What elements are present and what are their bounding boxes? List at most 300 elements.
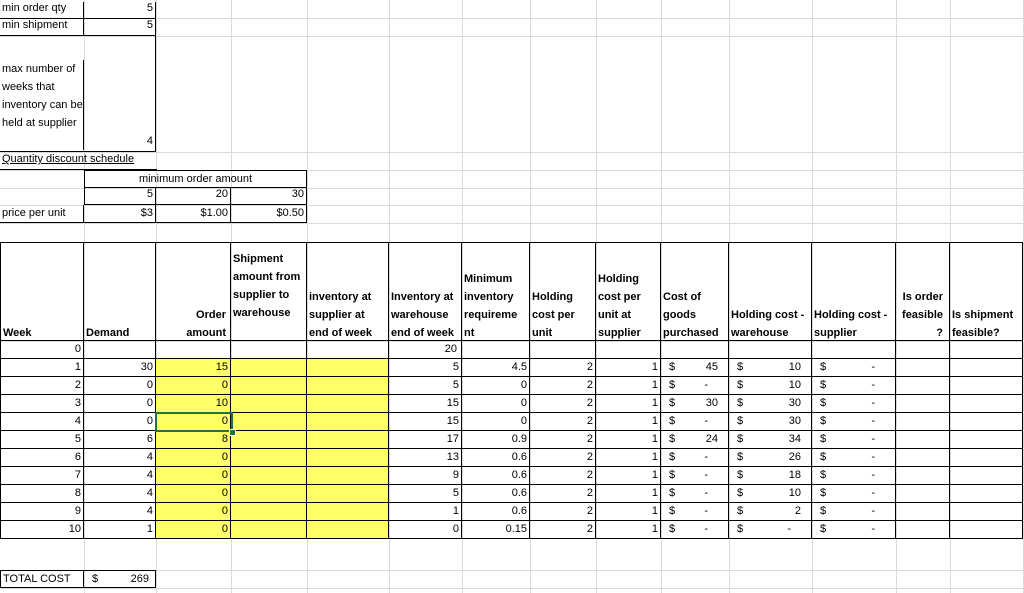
table-cell[interactable] bbox=[896, 467, 950, 485]
cell-value: - bbox=[871, 469, 875, 481]
cell-value: 0.9 bbox=[511, 433, 527, 445]
table-cell[interactable] bbox=[950, 359, 1023, 377]
header-inv-supplier: inventory at supplier at end of week bbox=[309, 291, 372, 339]
table-cell[interactable] bbox=[462, 503, 530, 521]
cell-value: 2 bbox=[586, 505, 593, 517]
min-order-qty-label[interactable]: min order qty bbox=[0, 2, 84, 19]
table-cell[interactable] bbox=[661, 503, 729, 521]
table-cell[interactable] bbox=[389, 485, 462, 503]
cell-value: 6 bbox=[74, 451, 81, 463]
table-cell[interactable] bbox=[729, 359, 812, 377]
tier-2-min[interactable]: 20 bbox=[156, 188, 231, 205]
table-cell[interactable] bbox=[231, 431, 307, 449]
cell-value: - bbox=[787, 523, 791, 535]
header-week-cell[interactable] bbox=[0, 242, 84, 341]
price-per-unit-label[interactable]: price per unit bbox=[0, 205, 84, 223]
table-cell[interactable] bbox=[896, 413, 950, 431]
table-cell[interactable] bbox=[156, 377, 231, 395]
table-cell[interactable] bbox=[596, 467, 661, 485]
table-cell[interactable] bbox=[530, 413, 596, 431]
table-cell[interactable] bbox=[896, 449, 950, 467]
table-cell[interactable] bbox=[389, 521, 462, 539]
cell-value: 4 bbox=[146, 505, 153, 517]
table-cell[interactable] bbox=[84, 521, 156, 539]
cell-value: 1 bbox=[146, 523, 153, 535]
cell-value: 8 bbox=[74, 487, 81, 499]
table-cell[interactable] bbox=[231, 503, 307, 521]
table-cell[interactable] bbox=[307, 341, 389, 359]
table-cell[interactable] bbox=[729, 449, 812, 467]
currency-symbol: $ bbox=[737, 433, 744, 445]
cell-value: - bbox=[871, 415, 875, 427]
table-cell[interactable] bbox=[156, 521, 231, 539]
table-cell[interactable] bbox=[389, 449, 462, 467]
header-demand: Demand bbox=[86, 327, 130, 339]
table-cell[interactable] bbox=[661, 521, 729, 539]
table-cell[interactable] bbox=[231, 449, 307, 467]
gridline bbox=[0, 223, 1024, 224]
table-cell[interactable] bbox=[156, 467, 231, 485]
table-cell[interactable] bbox=[84, 359, 156, 377]
min-shipment-value[interactable]: 5 bbox=[84, 19, 156, 36]
table-cell[interactable] bbox=[596, 485, 661, 503]
active-cell-selection[interactable] bbox=[155, 412, 233, 432]
header-hold-cost-wh: Holding cost - warehouse bbox=[731, 309, 805, 339]
header-hold-cost-sup: Holding cost - supplier bbox=[814, 309, 888, 339]
cell-value: 1 bbox=[651, 415, 658, 427]
currency-symbol: $ bbox=[737, 361, 744, 373]
tier-3-min[interactable]: 30 bbox=[231, 188, 307, 205]
total-label[interactable]: TOTAL COST bbox=[0, 570, 84, 588]
cell-value: 18 bbox=[788, 469, 801, 481]
gridline bbox=[0, 588, 1024, 589]
table-cell[interactable] bbox=[84, 431, 156, 449]
table-cell[interactable] bbox=[729, 431, 812, 449]
table-cell[interactable] bbox=[950, 413, 1023, 431]
currency-symbol: $ bbox=[737, 487, 744, 499]
table-cell[interactable] bbox=[156, 341, 231, 359]
table-cell[interactable] bbox=[530, 503, 596, 521]
cell-value: 10 bbox=[788, 361, 801, 373]
table-cell[interactable] bbox=[231, 413, 307, 431]
table-cell[interactable] bbox=[661, 413, 729, 431]
max-weeks-label[interactable]: max number of weeks that inventory can be held at supplier bbox=[0, 60, 84, 150]
table-cell[interactable] bbox=[596, 359, 661, 377]
cell-value: 26 bbox=[788, 451, 801, 463]
cell-value: 0 bbox=[520, 379, 527, 391]
table-cell[interactable] bbox=[812, 485, 896, 503]
cell-value: - bbox=[871, 361, 875, 373]
table-cell[interactable] bbox=[530, 449, 596, 467]
cell-value: 4.5 bbox=[511, 361, 527, 373]
header-ship-feasible-cell[interactable] bbox=[950, 242, 1023, 341]
total-value-cell[interactable] bbox=[84, 570, 156, 588]
cell-value: - bbox=[704, 523, 708, 535]
cell-value: 2 bbox=[586, 487, 593, 499]
table-cell[interactable] bbox=[729, 395, 812, 413]
table-cell[interactable] bbox=[896, 485, 950, 503]
table-cell[interactable] bbox=[596, 521, 661, 539]
cell-value: 2 bbox=[586, 433, 593, 445]
table-cell[interactable] bbox=[812, 395, 896, 413]
cell-value: 1 bbox=[651, 379, 658, 391]
table-cell[interactable] bbox=[812, 377, 896, 395]
table-cell[interactable] bbox=[307, 485, 389, 503]
table-cell[interactable] bbox=[530, 467, 596, 485]
table-cell[interactable] bbox=[596, 449, 661, 467]
table-cell[interactable] bbox=[896, 341, 950, 359]
currency-symbol: $ bbox=[820, 415, 827, 427]
cell-value: - bbox=[871, 451, 875, 463]
tier-1-price[interactable]: $3 bbox=[84, 205, 156, 223]
table-cell[interactable] bbox=[231, 485, 307, 503]
header-min-inv-cell[interactable] bbox=[462, 242, 530, 341]
table-cell[interactable] bbox=[729, 521, 812, 539]
header-week: Week bbox=[3, 327, 32, 339]
cell-value: 10 bbox=[788, 379, 801, 391]
week-value: 0 bbox=[74, 343, 81, 355]
cell-value: 9 bbox=[74, 505, 81, 517]
table-cell[interactable] bbox=[950, 431, 1023, 449]
table-cell[interactable] bbox=[896, 377, 950, 395]
table-cell[interactable] bbox=[950, 449, 1023, 467]
table-cell[interactable] bbox=[596, 503, 661, 521]
table-cell[interactable] bbox=[950, 467, 1023, 485]
table-cell[interactable] bbox=[389, 395, 462, 413]
header-hold-cost-supplier-unit: Holding cost per unit at supplier bbox=[598, 273, 641, 339]
table-cell[interactable] bbox=[812, 341, 896, 359]
table-cell[interactable] bbox=[729, 485, 812, 503]
cell-value: 30 bbox=[788, 397, 801, 409]
table-cell[interactable] bbox=[462, 467, 530, 485]
header-order-cell[interactable] bbox=[156, 242, 231, 341]
table-cell[interactable] bbox=[0, 503, 84, 521]
table-cell[interactable] bbox=[0, 431, 84, 449]
currency-symbol: $ bbox=[669, 361, 676, 373]
tier-1-min[interactable]: 5 bbox=[84, 188, 156, 205]
cell-value: 0 bbox=[452, 523, 459, 535]
table-cell[interactable] bbox=[156, 485, 231, 503]
table-cell[interactable] bbox=[596, 377, 661, 395]
currency-symbol: $ bbox=[737, 397, 744, 409]
cell-value: 2 bbox=[586, 523, 593, 535]
table-cell[interactable] bbox=[950, 521, 1023, 539]
table-cell[interactable] bbox=[389, 431, 462, 449]
table-cell[interactable] bbox=[231, 395, 307, 413]
table-cell[interactable] bbox=[661, 395, 729, 413]
cell-value: - bbox=[871, 505, 875, 517]
cell-value: 17 bbox=[446, 433, 459, 445]
table-cell[interactable] bbox=[84, 467, 156, 485]
currency-symbol: $ bbox=[820, 523, 827, 535]
table-cell[interactable] bbox=[596, 395, 661, 413]
table-cell[interactable] bbox=[462, 521, 530, 539]
max-weeks-cell-bg bbox=[84, 36, 156, 135]
table-cell[interactable] bbox=[156, 359, 231, 377]
table-cell[interactable] bbox=[156, 503, 231, 521]
currency-symbol: $ bbox=[669, 451, 676, 463]
currency-symbol: $ bbox=[737, 505, 744, 517]
cell-value: - bbox=[704, 469, 708, 481]
table-cell[interactable] bbox=[231, 359, 307, 377]
table-cell[interactable] bbox=[462, 449, 530, 467]
table-cell[interactable] bbox=[812, 503, 896, 521]
header-hold-cost-unit-cell[interactable] bbox=[530, 242, 596, 341]
table-cell[interactable] bbox=[389, 503, 462, 521]
table-cell[interactable] bbox=[231, 377, 307, 395]
table-cell[interactable] bbox=[84, 449, 156, 467]
header-inv-supplier-cell[interactable] bbox=[307, 242, 389, 341]
tier-2-price[interactable]: $1.00 bbox=[156, 205, 231, 223]
cell-value: 2 bbox=[586, 361, 593, 373]
cell-value: 1 bbox=[74, 361, 81, 373]
table-cell[interactable] bbox=[661, 359, 729, 377]
header-hold-cost-sup-cell[interactable] bbox=[812, 242, 896, 341]
header-shipment[interactable]: Shipment amount from supplier to warehouse bbox=[231, 242, 307, 341]
table-cell[interactable] bbox=[389, 341, 462, 359]
table-cell[interactable] bbox=[896, 359, 950, 377]
cell-value: - bbox=[871, 397, 875, 409]
table-cell[interactable] bbox=[84, 341, 156, 359]
table-cell[interactable] bbox=[812, 467, 896, 485]
table-cell[interactable] bbox=[950, 395, 1023, 413]
table-cell[interactable] bbox=[462, 395, 530, 413]
cell-value: - bbox=[871, 487, 875, 499]
table-cell[interactable] bbox=[729, 467, 812, 485]
table-cell[interactable] bbox=[0, 341, 84, 359]
currency-symbol: $ bbox=[669, 433, 676, 445]
table-cell[interactable] bbox=[307, 431, 389, 449]
cell-value: 1 bbox=[452, 505, 459, 517]
table-cell[interactable] bbox=[0, 395, 84, 413]
table-cell[interactable] bbox=[389, 377, 462, 395]
cell-value: 0 bbox=[146, 379, 153, 391]
table-cell[interactable] bbox=[84, 377, 156, 395]
table-cell[interactable] bbox=[0, 449, 84, 467]
table-cell[interactable] bbox=[307, 521, 389, 539]
cell-value: 0.6 bbox=[511, 487, 527, 499]
table-cell[interactable] bbox=[307, 503, 389, 521]
cell-value: 7 bbox=[74, 469, 81, 481]
table-cell[interactable] bbox=[661, 377, 729, 395]
cell-value: 2 bbox=[74, 379, 81, 391]
table-cell[interactable] bbox=[307, 449, 389, 467]
cell-value: 1 bbox=[651, 451, 658, 463]
max-weeks-value[interactable]: 4 bbox=[84, 135, 156, 152]
table-cell[interactable] bbox=[661, 467, 729, 485]
table-cell[interactable] bbox=[661, 341, 729, 359]
table-cell[interactable] bbox=[0, 467, 84, 485]
discount-title[interactable]: Quantity discount schedule bbox=[0, 153, 157, 170]
min-shipment-label[interactable]: min shipment bbox=[0, 19, 84, 36]
table-cell[interactable] bbox=[812, 449, 896, 467]
header-inv-warehouse-cell[interactable] bbox=[389, 242, 462, 341]
table-cell[interactable] bbox=[661, 431, 729, 449]
table-cell[interactable] bbox=[231, 521, 307, 539]
cell-value: 0 bbox=[221, 469, 228, 481]
cell-value: 24 bbox=[705, 433, 718, 445]
table-cell[interactable] bbox=[812, 431, 896, 449]
header-min-inv: Minimum inventory requireme nt bbox=[464, 273, 518, 339]
cell-value: 0.6 bbox=[511, 469, 527, 481]
currency-symbol: $ bbox=[820, 361, 827, 373]
table-cell[interactable] bbox=[156, 431, 231, 449]
table-cell[interactable] bbox=[307, 467, 389, 485]
table-cell[interactable] bbox=[84, 503, 156, 521]
header-hold-cost-supplier-unit-cell[interactable] bbox=[596, 242, 661, 341]
table-cell[interactable] bbox=[530, 395, 596, 413]
table-cell[interactable] bbox=[661, 449, 729, 467]
cell-value: 15 bbox=[446, 415, 459, 427]
min-order-amount-label[interactable]: minimum order amount bbox=[84, 170, 307, 188]
max-weeks-bottom-border bbox=[0, 135, 84, 152]
table-cell[interactable] bbox=[462, 377, 530, 395]
table-cell[interactable] bbox=[530, 341, 596, 359]
cell-value: 1 bbox=[651, 361, 658, 373]
table-cell[interactable] bbox=[530, 359, 596, 377]
cell-value: 15 bbox=[446, 397, 459, 409]
table-cell[interactable] bbox=[389, 413, 462, 431]
table-cell[interactable] bbox=[950, 503, 1023, 521]
table-cell[interactable] bbox=[896, 395, 950, 413]
table-cell[interactable] bbox=[950, 341, 1023, 359]
table-cell[interactable] bbox=[596, 341, 661, 359]
cell-value: 0 bbox=[221, 415, 228, 427]
table-cell[interactable] bbox=[462, 413, 530, 431]
table-cell[interactable] bbox=[0, 485, 84, 503]
header-cost-goods-cell[interactable] bbox=[661, 242, 729, 341]
table-cell[interactable] bbox=[812, 521, 896, 539]
header-inv-warehouse: Inventory at warehouse end of week bbox=[391, 291, 454, 339]
table-cell[interactable] bbox=[0, 359, 84, 377]
table-cell[interactable] bbox=[462, 431, 530, 449]
table-cell[interactable] bbox=[729, 503, 812, 521]
cell-value: - bbox=[704, 451, 708, 463]
cell-value: 15 bbox=[215, 361, 228, 373]
cell-value: 8 bbox=[221, 433, 228, 445]
table-cell[interactable] bbox=[156, 449, 231, 467]
table-cell[interactable] bbox=[530, 485, 596, 503]
currency-symbol: $ bbox=[737, 523, 744, 535]
table-cell[interactable] bbox=[307, 413, 389, 431]
cell-value: 0 bbox=[221, 451, 228, 463]
cell-value: 34 bbox=[788, 433, 801, 445]
table-cell[interactable] bbox=[84, 413, 156, 431]
table-cell[interactable] bbox=[389, 359, 462, 377]
cell-value: - bbox=[871, 433, 875, 445]
table-cell[interactable] bbox=[812, 359, 896, 377]
header-order-feasible: Is order feasible ? bbox=[902, 291, 943, 339]
table-cell[interactable] bbox=[896, 431, 950, 449]
table-cell[interactable] bbox=[729, 413, 812, 431]
table-cell[interactable] bbox=[231, 467, 307, 485]
table-cell[interactable] bbox=[462, 341, 530, 359]
cell-value: 30 bbox=[705, 397, 718, 409]
header-hold-cost-wh-cell[interactable] bbox=[729, 242, 812, 341]
table-cell[interactable] bbox=[307, 359, 389, 377]
total-value: 269 bbox=[130, 573, 149, 585]
cell-value: 6 bbox=[146, 433, 153, 445]
table-cell[interactable] bbox=[231, 341, 307, 359]
table-cell[interactable] bbox=[661, 485, 729, 503]
cell-value: 4 bbox=[146, 451, 153, 463]
table-cell[interactable] bbox=[462, 359, 530, 377]
table-cell[interactable] bbox=[812, 413, 896, 431]
total-currency: $ bbox=[92, 573, 99, 585]
currency-symbol: $ bbox=[669, 397, 676, 409]
cell-value: 2 bbox=[586, 451, 593, 463]
table-cell[interactable] bbox=[307, 395, 389, 413]
cell-value: - bbox=[871, 523, 875, 535]
currency-symbol: $ bbox=[669, 469, 676, 481]
currency-symbol: $ bbox=[820, 451, 827, 463]
cell-value: 9 bbox=[452, 469, 459, 481]
table-cell[interactable] bbox=[729, 377, 812, 395]
currency-symbol: $ bbox=[669, 523, 676, 535]
table-cell[interactable] bbox=[84, 485, 156, 503]
cell-value: 1 bbox=[651, 433, 658, 445]
table-cell[interactable] bbox=[530, 377, 596, 395]
table-cell[interactable] bbox=[530, 521, 596, 539]
currency-symbol: $ bbox=[669, 487, 676, 499]
table-cell[interactable] bbox=[896, 521, 950, 539]
cell-value: 10 bbox=[68, 523, 81, 535]
cell-value: 1 bbox=[651, 469, 658, 481]
cell-value: 30 bbox=[788, 415, 801, 427]
cell-value: - bbox=[704, 505, 708, 517]
currency-symbol: $ bbox=[737, 379, 744, 391]
header-demand-cell[interactable] bbox=[84, 242, 156, 341]
table-cell[interactable] bbox=[307, 377, 389, 395]
cell-value: - bbox=[871, 379, 875, 391]
table-cell[interactable] bbox=[596, 431, 661, 449]
cell-value: 0.15 bbox=[505, 523, 527, 535]
cell-value: 0 bbox=[146, 415, 153, 427]
cell-value: 2 bbox=[586, 397, 593, 409]
table-cell[interactable] bbox=[389, 467, 462, 485]
currency-symbol: $ bbox=[669, 415, 676, 427]
table-cell[interactable] bbox=[596, 413, 661, 431]
table-cell[interactable] bbox=[156, 395, 231, 413]
table-cell[interactable] bbox=[462, 485, 530, 503]
table-cell[interactable] bbox=[0, 377, 84, 395]
table-cell[interactable] bbox=[0, 521, 84, 539]
table-cell[interactable] bbox=[950, 377, 1023, 395]
cell-value: 5 bbox=[452, 361, 459, 373]
cell-value: 0 bbox=[520, 397, 527, 409]
currency-symbol: $ bbox=[820, 379, 827, 391]
cell-value: 0 bbox=[221, 523, 228, 535]
currency-symbol: $ bbox=[737, 469, 744, 481]
table-cell[interactable] bbox=[84, 395, 156, 413]
cell-value: 0 bbox=[146, 397, 153, 409]
currency-symbol: $ bbox=[669, 379, 676, 391]
currency-symbol: $ bbox=[820, 433, 827, 445]
table-cell[interactable] bbox=[896, 503, 950, 521]
tier-3-price[interactable]: $0.50 bbox=[231, 205, 307, 223]
cell-value: 4 bbox=[146, 487, 153, 499]
table-cell[interactable] bbox=[950, 485, 1023, 503]
cell-value: 30 bbox=[140, 361, 153, 373]
table-cell[interactable] bbox=[0, 413, 84, 431]
header-hold-cost-unit: Holding cost per unit bbox=[532, 291, 575, 339]
header-order-feasible-cell[interactable] bbox=[896, 242, 950, 341]
fill-handle[interactable] bbox=[229, 429, 236, 436]
currency-symbol: $ bbox=[737, 451, 744, 463]
min-order-qty-value[interactable]: 5 bbox=[84, 2, 156, 19]
table-cell[interactable] bbox=[530, 431, 596, 449]
table-cell[interactable] bbox=[729, 341, 812, 359]
